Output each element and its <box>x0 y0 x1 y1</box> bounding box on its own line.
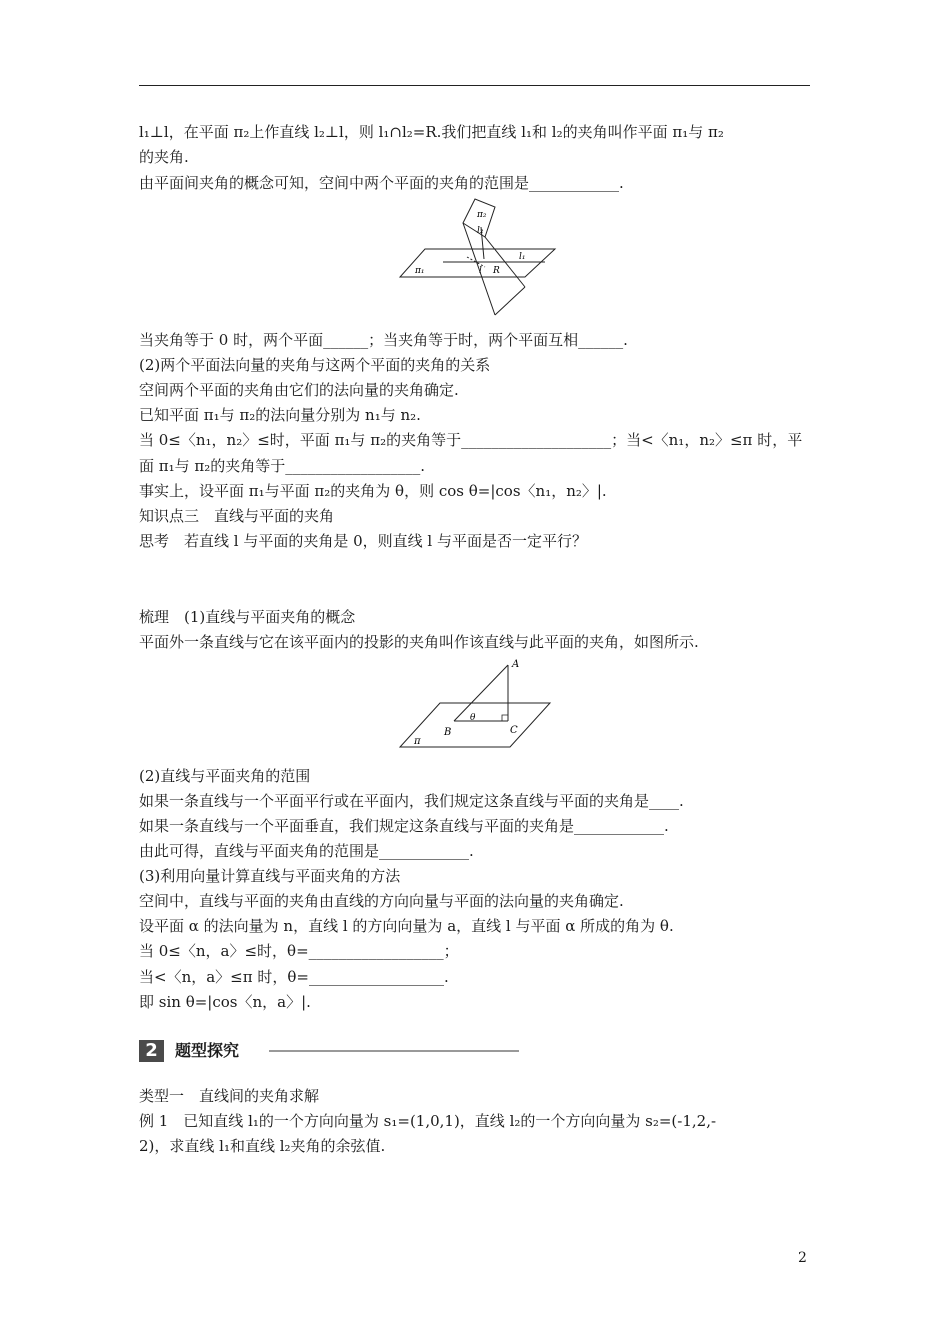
page-number: 2 <box>798 1250 807 1266</box>
fig1-label-pi2: π₂ <box>477 210 487 220</box>
figure-line-plane-angle <box>398 657 553 757</box>
section-number-badge: 2 <box>139 1040 164 1062</box>
text-line: 已知平面 π₁与 π₂的法向量分别为 n₁与 n₂. <box>139 406 421 424</box>
fig1-label-l1: l₁ <box>519 252 526 262</box>
text-line: 当夹角等于 0 时，两个平面______；当夹角等于时，两个平面互相______. <box>139 331 628 349</box>
section-heading: 知识点三 直线与平面的夹角 <box>139 507 335 525</box>
text-line: 思考 若直线 l 与平面的夹角是 0，则直线 l 与平面是否一定平行？ <box>139 532 587 550</box>
text-line: 空间中，直线与平面的夹角由直线的方向向量与平面的法向量的夹角确定. <box>139 892 624 910</box>
fig1-label-l2: l₂ <box>477 226 484 236</box>
text-line: 由平面间夹角的概念可知，空间中两个平面的夹角的范围是____________. <box>139 174 624 192</box>
text-line: 即 sin θ=|cos〈n，a〉|. <box>139 993 311 1011</box>
text-line: 面 π₁与 π₂的夹角等于__________________. <box>139 457 426 475</box>
text-line: 事实上，设平面 π₁与平面 π₂的夹角为 θ，则 cos θ=|cos〈n₁，n₂〉|. <box>139 482 607 500</box>
section-title: 题型探究 <box>175 1041 240 1060</box>
fig2-label-pi: π <box>414 736 421 747</box>
section-rule <box>269 1050 519 1052</box>
fig1-label-l: l <box>479 266 482 276</box>
text-line: 如果一条直线与一个平面平行或在平面内，我们规定这条直线与平面的夹角是____. <box>139 792 684 810</box>
text-line: 的夹角. <box>139 148 189 166</box>
text-line: 当 0≤〈n₁，n₂〉≤时，平面 π₁与 π₂的夹角等于____________________；当<〈n₁，n₂〉≤π 时，平 <box>139 431 803 449</box>
fig2-label-B: B <box>444 727 452 738</box>
text-line: 设平面 α 的法向量为 n，直线 l 的方向向量为 a，直线 l 与平面 α 所成的角为 θ. <box>139 917 674 935</box>
text-line: 2)，求直线 l₁和直线 l₂夹角的余弦值. <box>139 1137 386 1155</box>
text-line: 当 0≤〈n，a〉≤时，θ=__________________； <box>139 942 459 960</box>
header-rule <box>139 85 810 86</box>
text-line: 平面外一条直线与它在该平面内的投影的夹角叫作该直线与此平面的夹角，如图所示. <box>139 633 699 651</box>
text-line: 类型一 直线间的夹角求解 <box>139 1087 320 1105</box>
text-line: 空间两个平面的夹角由它们的法向量的夹角确定. <box>139 381 459 399</box>
fig1-label-pi1: π₁ <box>415 266 425 276</box>
figure-two-planes <box>395 197 560 322</box>
text-line: l₁⊥l，在平面 π₂上作直线 l₂⊥l，则 l₁∩l₂=R.我们把直线 l₁和 l₂的夹角叫作平面 π₁与 π₂ <box>139 123 724 141</box>
fig2-label-A: A <box>512 659 520 670</box>
fig2-label-C: C <box>510 725 518 736</box>
text-line: 如果一条直线与一个平面垂直，我们规定这条直线与平面的夹角是____________. <box>139 817 669 835</box>
text-line: 由此可得，直线与平面夹角的范围是____________. <box>139 842 474 860</box>
text-line: (2)直线与平面夹角的范围 <box>139 767 311 785</box>
text-line: 梳理 (1)直线与平面夹角的概念 <box>139 608 356 626</box>
text-line: (2)两个平面法向量的夹角与这两个平面的夹角的关系 <box>139 356 491 374</box>
text-line: 例 1 已知直线 l₁的一个方向向量为 s₁=(1,0,1)，直线 l₂的一个方向向量为 s₂=(-1,2,- <box>139 1112 717 1130</box>
fig1-label-R: R <box>493 266 500 276</box>
text-line: (3)利用向量计算直线与平面夹角的方法 <box>139 867 401 885</box>
text-line: 当<〈n，a〉≤π 时，θ=__________________. <box>139 968 449 986</box>
fig2-label-theta: θ <box>470 713 476 723</box>
